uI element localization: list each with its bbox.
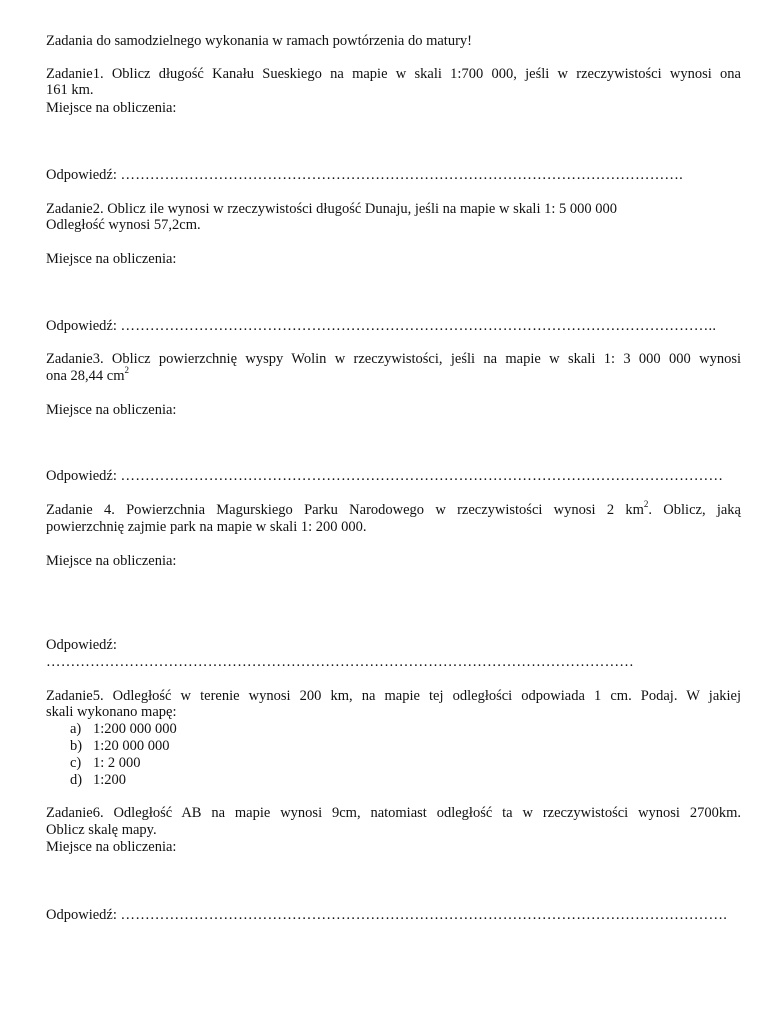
task-1-calc-label: Miejsce na obliczenia: xyxy=(46,100,177,116)
option-letter: a) xyxy=(70,721,82,737)
task-6-calc-label: Miejsce na obliczenia: xyxy=(46,839,177,855)
answer-label: Odpowiedź: xyxy=(46,318,117,334)
task-1-answer xyxy=(46,167,741,183)
task-2-answer xyxy=(46,318,741,334)
task-3-superscript: 2 xyxy=(124,365,130,376)
task-5-option-d xyxy=(46,772,126,788)
task-1-line-1: Zadanie1. Oblicz długość Kanału Sueskiego na mapie w skali 1:700 000, jeśli w rzeczywistości wynosi ona xyxy=(46,66,741,82)
task-2-line-1: Zadanie2. Oblicz ile wynosi w rzeczywistości długość Dunaju, jeśli na mapie w skali 1: 5 000 000 xyxy=(46,201,618,217)
option-letter: b) xyxy=(70,738,83,754)
worksheet-header: Zadania do samodzielnego wykonania w ramach powtórzenia do matury! xyxy=(46,33,472,49)
task-2-line-2: Odległość wynosi 57,2cm. xyxy=(46,217,201,233)
option-text: 1:200 xyxy=(93,772,127,788)
option-text: 1: 2 000 xyxy=(93,755,141,771)
answer-dots: ……………………………………………………………………………………………………………. xyxy=(120,907,728,923)
answer-label: Odpowiedź: xyxy=(46,907,117,923)
answer-label: Odpowiedź: xyxy=(46,167,117,183)
task-5-line-2: skali wykonano mapę: xyxy=(46,704,177,720)
answer-dots: …………………………………………………………………………………………………………… xyxy=(120,468,724,484)
task-4-line-2: powierzchnię zajmie park na mapie w skali 1: 200 000. xyxy=(46,519,367,535)
option-letter: d) xyxy=(70,772,83,788)
task-6-line-2: Oblicz skalę mapy. xyxy=(46,822,157,838)
task-3-calc-label: Miejsce na obliczenia: xyxy=(46,402,177,418)
task-5-line-1: Zadanie5. Odległość w terenie wynosi 200 km, na mapie tej odległości odpowiada 1 cm. Podaj. W jakiej xyxy=(46,688,741,704)
task-5-option-a xyxy=(46,721,177,737)
answer-dots: ……………………………………………………………………………………………………. xyxy=(120,167,683,183)
task-4-line-1 xyxy=(46,499,741,518)
task-4-answer-dots: ………………………………………………………………………………………………………… xyxy=(46,654,634,670)
task-4-answer-label: Odpowiedź: xyxy=(46,637,117,653)
task-5-option-b xyxy=(46,738,170,754)
task-3-line-2-text: ona 28,44 cm xyxy=(46,368,125,384)
task-6-answer xyxy=(46,907,741,923)
task-6-line-1: Zadanie6. Odległość AB na mapie wynosi 9cm, natomiast odległość ta w rzeczywistości wynosi 2700km. xyxy=(46,805,741,821)
task-3-line-2 xyxy=(46,365,741,384)
task-3-answer xyxy=(46,468,741,484)
option-letter: c) xyxy=(70,755,82,771)
task-3-line-1: Zadanie3. Oblicz powierzchnię wyspy Wolin w rzeczywistości, jeśli na mapie w skali 1: 3 000 000 wynosi xyxy=(46,351,741,367)
answer-dots: ………………………………………………………………………………………………………….. xyxy=(120,318,717,334)
task-4-superscript: 2 xyxy=(643,499,649,510)
answer-label: Odpowiedź: xyxy=(46,468,117,484)
task-4-line-1-a: Zadanie 4. Powierzchnia Magurskiego Parku Narodowego w rzeczywistości wynosi 2 km xyxy=(46,502,644,518)
task-4-calc-label: Miejsce na obliczenia: xyxy=(46,553,177,569)
option-text: 1:200 000 000 xyxy=(93,721,177,737)
task-4-line-1-b: . Oblicz, jaką xyxy=(648,502,741,518)
option-text: 1:20 000 000 xyxy=(93,738,170,754)
task-1-line-2: 161 km. xyxy=(46,82,94,98)
task-5-option-c xyxy=(46,755,141,771)
task-2-calc-label: Miejsce na obliczenia: xyxy=(46,251,177,267)
